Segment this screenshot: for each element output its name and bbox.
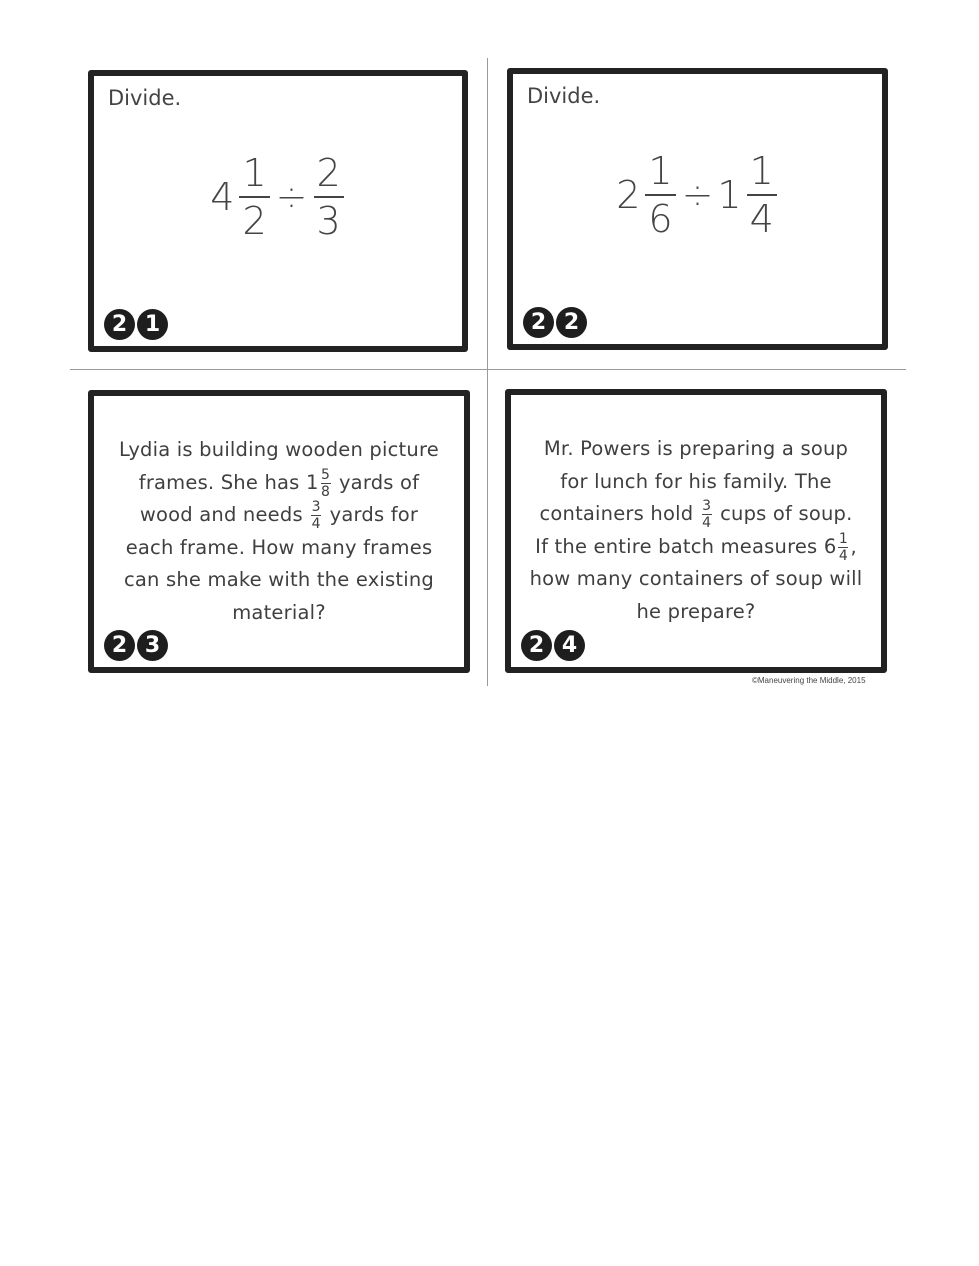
- badge-digit: 2: [556, 307, 587, 338]
- fraction: [838, 532, 848, 563]
- text-run: frames. She has: [138, 470, 306, 494]
- whole-number: 1: [305, 470, 319, 494]
- problem-line: Mr. Powers is preparing a soup: [543, 437, 849, 460]
- text-run: yards for: [323, 503, 419, 526]
- problem-line: [521, 498, 871, 531]
- task-card-24: [505, 389, 887, 673]
- problem-line: how many containers of soup will: [529, 567, 863, 590]
- problem-line: for lunch for his family. The: [560, 469, 832, 493]
- fraction: [702, 499, 712, 530]
- whole-number: 1: [717, 173, 742, 217]
- denominator: 6: [648, 197, 673, 241]
- badge-digit: 2: [523, 307, 554, 338]
- badge-digit: 1: [137, 309, 168, 340]
- problem-line: [104, 499, 454, 532]
- word-problem: [521, 433, 871, 628]
- divide-sign: ÷: [275, 175, 308, 219]
- text-run: cups of soup.: [713, 502, 853, 525]
- denominator: 4: [311, 516, 321, 532]
- fraction: [314, 151, 344, 243]
- copyright-notice: ©Maneuvering the Middle, 2015: [752, 676, 866, 685]
- problem-line: material?: [232, 600, 326, 624]
- badge-digit: 3: [137, 630, 168, 661]
- badge-digit: 2: [521, 630, 552, 661]
- problem-line: Lydia is building wooden picture: [119, 438, 439, 461]
- task-card-21: [88, 70, 468, 352]
- divide-sign: ÷: [681, 173, 714, 217]
- fraction: [747, 149, 777, 241]
- fraction: [645, 149, 675, 241]
- badge-digit: 4: [554, 630, 585, 661]
- numerator: 1: [242, 151, 267, 195]
- fraction: [239, 151, 269, 243]
- numerator: 5: [320, 466, 331, 483]
- whole-number: 6: [823, 534, 837, 558]
- horizontal-cut-line: [70, 369, 906, 370]
- fraction-bar: [747, 194, 777, 196]
- whole-number: 2: [616, 173, 641, 217]
- instruction-text: Divide.: [108, 86, 182, 110]
- problem-line: can she make with the existing: [123, 568, 435, 591]
- fraction-bar: [314, 196, 344, 198]
- badge-digit: 2: [104, 309, 135, 340]
- task-card-23: [88, 390, 470, 673]
- denominator: 4: [838, 547, 848, 564]
- fraction: [321, 468, 331, 499]
- vertical-cut-line: [487, 58, 488, 686]
- numerator: 1: [838, 530, 848, 547]
- card-number-badge: [523, 307, 587, 338]
- denominator: 2: [242, 199, 267, 243]
- card-number-badge: [104, 630, 168, 661]
- text-run: If the entire batch measures: [535, 534, 824, 558]
- numerator: 1: [749, 149, 774, 193]
- text-run: wood and needs: [139, 503, 310, 526]
- division-expression: [94, 151, 462, 243]
- badge-digit: 2: [104, 630, 135, 661]
- fraction-bar: [645, 194, 675, 196]
- fraction: [311, 500, 321, 531]
- problem-line: [521, 531, 871, 564]
- problem-line: each frame. How many frames: [125, 535, 433, 559]
- word-problem: [104, 434, 454, 629]
- denominator: 3: [316, 199, 341, 243]
- instruction-text: Divide.: [527, 84, 601, 108]
- text-run: containers hold: [539, 502, 700, 525]
- numerator: 3: [702, 498, 712, 514]
- problem-line: [104, 467, 454, 500]
- division-expression: [513, 149, 882, 241]
- task-card-22: [507, 68, 888, 350]
- whole-number: 4: [210, 175, 235, 219]
- card-number-badge: [521, 630, 585, 661]
- fraction-bar: [239, 196, 269, 198]
- text-run: ,: [850, 534, 857, 558]
- card-number-badge: [104, 309, 168, 340]
- problem-line: he prepare?: [636, 599, 756, 623]
- denominator: 8: [320, 483, 331, 500]
- text-run: yards of: [332, 470, 420, 494]
- numerator: 2: [316, 151, 341, 195]
- denominator: 4: [749, 197, 774, 241]
- numerator: 3: [311, 499, 321, 515]
- numerator: 1: [648, 149, 673, 193]
- denominator: 4: [702, 515, 712, 531]
